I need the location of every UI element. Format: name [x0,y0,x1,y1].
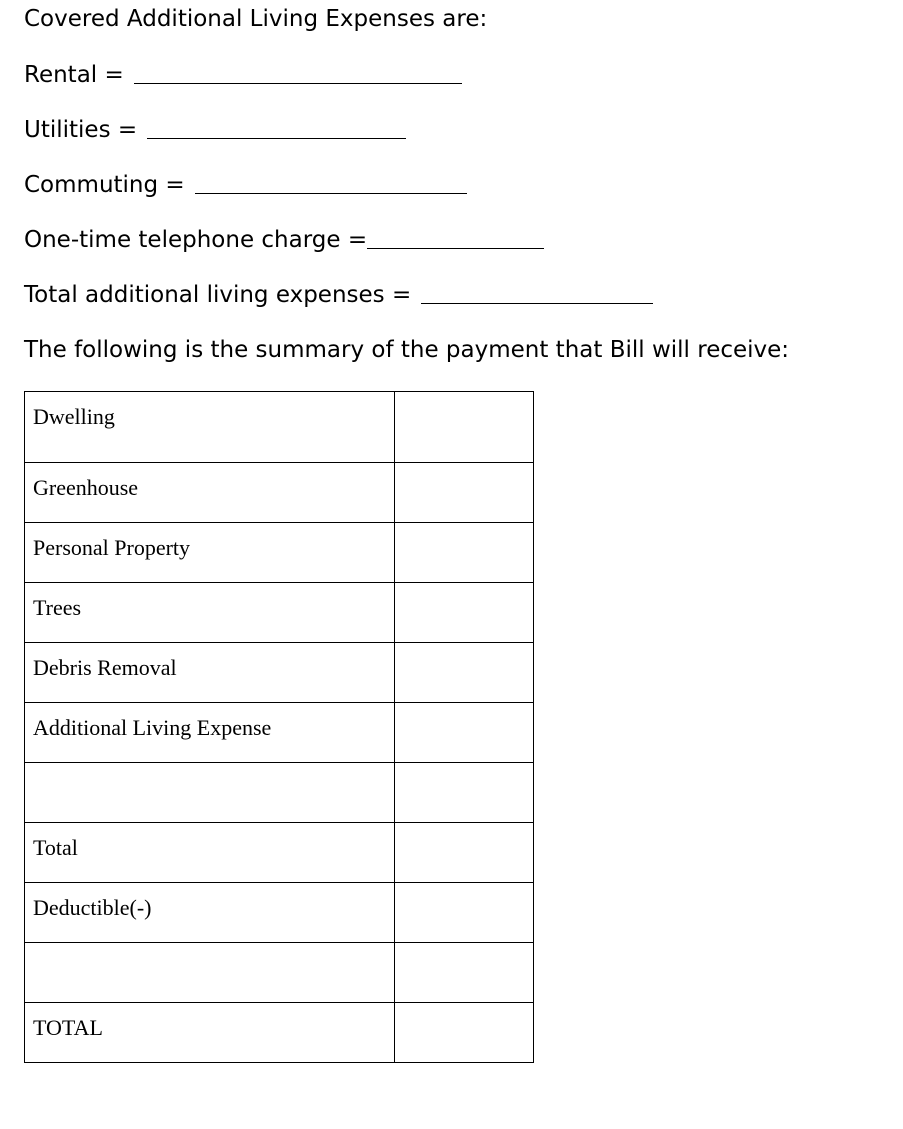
table-row [25,583,534,643]
table-row [25,392,534,463]
rental-field-row [24,60,462,90]
row-label-dwelling: Dwelling [25,392,395,463]
expenses-heading: Covered Additional Living Expenses are: [24,6,488,32]
summary-intro: The following is the summary of the payment that Bill will receive: [24,337,790,363]
row-value-deductible[interactable] [394,883,533,943]
row-value-blank-1[interactable] [394,763,533,823]
utilities-blank[interactable] [147,138,406,139]
row-label-personal-property: Personal Property [25,523,395,583]
row-value-additional-living-expense[interactable] [394,703,533,763]
row-label-deductible: Deductible(-) [25,883,395,943]
commuting-blank[interactable] [195,193,467,194]
table-row [25,1003,534,1063]
row-label-debris-removal: Debris Removal [25,643,395,703]
row-label-blank-1 [25,763,395,823]
row-value-trees[interactable] [394,583,533,643]
table-row [25,943,534,1003]
row-value-grand-total[interactable] [394,1003,533,1063]
row-value-debris-removal[interactable] [394,643,533,703]
utilities-field-row [24,115,406,145]
telephone-charge-blank[interactable] [367,248,544,249]
row-label-greenhouse: Greenhouse [25,463,395,523]
row-label-blank-2 [25,943,395,1003]
total-additional-field-row [24,280,653,310]
row-value-personal-property[interactable] [394,523,533,583]
rental-label: Rental = [24,62,124,88]
payment-summary-table [24,391,534,1063]
telephone-charge-field-row [24,225,544,255]
utilities-label: Utilities = [24,117,138,143]
table-row [25,823,534,883]
table-row [25,523,534,583]
commuting-label: Commuting = [24,172,185,198]
row-value-greenhouse[interactable] [394,463,533,523]
row-label-trees: Trees [25,583,395,643]
commuting-field-row [24,170,467,200]
row-label-total: Total [25,823,395,883]
total-additional-blank[interactable] [421,303,653,304]
row-value-total[interactable] [394,823,533,883]
table-row [25,703,534,763]
row-value-dwelling[interactable] [394,392,533,463]
table-row [25,763,534,823]
row-label-additional-living-expense: Additional Living Expense [25,703,395,763]
table-row [25,463,534,523]
table-row [25,643,534,703]
rental-blank[interactable] [134,83,462,84]
row-label-grand-total: TOTAL [25,1003,395,1063]
table-row [25,883,534,943]
total-additional-label: Total additional living expenses = [24,282,412,308]
telephone-charge-label: One-time telephone charge = [24,227,368,253]
row-value-blank-2[interactable] [394,943,533,1003]
